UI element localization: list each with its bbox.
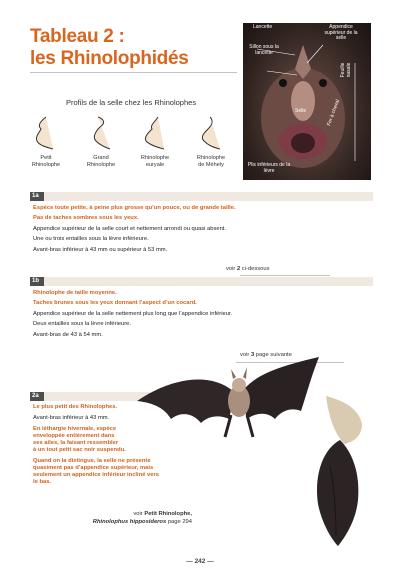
criterion-line: Deux entailles sous la lèvre inférieure. [33, 321, 131, 327]
section-1a-reference[interactable]: voir 2 ci-dessous [226, 266, 270, 272]
section-divider [240, 275, 330, 276]
profile-rhinolophe-de-mehely: Rhinolophe de Méhely [185, 115, 237, 169]
section-header [30, 192, 373, 201]
selle-profile-icon [140, 115, 170, 153]
label-appendice-superieur: Appendice supérieur de la selle [324, 24, 358, 41]
page-number: — 242 — [186, 558, 214, 565]
flying-bat-illustration [135, 353, 321, 453]
criterion-line: Avant-bras inférieur à 43 mm. [33, 415, 110, 421]
label-sillon: Sillon sous la lancette [249, 44, 279, 56]
label-selle: Selle [295, 108, 307, 114]
title-line-2: les Rhinolophidés [30, 48, 189, 69]
section-header [30, 277, 373, 286]
section-2a-body [33, 404, 159, 486]
key-section-2a [30, 392, 150, 401]
selle-profile-icon [31, 115, 61, 153]
page-title [30, 26, 189, 70]
section-tag: 1b [30, 277, 44, 286]
bat-face-photo [243, 23, 371, 180]
label-feuille-nasale: Feuille nasale [340, 62, 352, 78]
criterion-line: Espèce toute petite, à peine plus grosse qu’un pouce, ou de grande taille. [33, 204, 236, 211]
criterion-line: Avant-bras de 43 à 54 mm. [33, 331, 103, 338]
criterion-line: Appendice supérieur de la selle court et nettement arrondi ou quasi absent. [33, 225, 227, 232]
key-section-1b [30, 277, 373, 339]
selle-profile-icon [196, 115, 226, 153]
section-2a-reference[interactable]: voir Petit Rhinolophe, Rhinolophus hipposideros page 294 [92, 511, 192, 525]
section-tag: 2a [30, 392, 44, 401]
criterion-line: Appendice supérieur de la selle nettement plus long que l’appendice inférieur. [33, 310, 233, 317]
label-fer-a-cheval: Fer à cheval [326, 98, 342, 127]
hanging-bat-illustration [300, 396, 372, 548]
criterion-line: Une ou trois entailles sous la lèvre inférieure. [33, 236, 149, 242]
profile-grand-rhinolophe: Grand Rhinolophe [75, 115, 127, 169]
title-divider [30, 72, 237, 73]
profile-rhinolophe-euryale: Rhinolophe euryale [129, 115, 181, 169]
selle-profile-icon [86, 115, 116, 153]
title-line-1: Tableau 2 : [30, 26, 125, 47]
profile-petit-rhinolophe: Petit Rhinolophe [20, 115, 72, 169]
label-plis-inferieurs: Plis inférieurs de la lèvre [247, 162, 291, 174]
criterion-paragraph: Quand on la distingue, la selle ne présente quasiment pas d’appendice supérieur, mais seulement un appendice inférieur incliné vers le bas. [33, 458, 159, 485]
criterion-line: Avant-bras inférieur à 43 mm ou supérieur à 53 mm. [33, 246, 168, 253]
criterion-line: Pas de taches sombres sous les yeux. [33, 215, 139, 221]
section-header [30, 392, 150, 401]
key-section-1a [30, 192, 373, 254]
section-1b-reference[interactable]: voir 3 page suivante [240, 352, 292, 358]
section-tag: 1a [30, 192, 44, 201]
criterion-line: Rhinolophe de taille moyenne. [33, 289, 117, 296]
criterion-line: Taches brunes sous les yeux donnant l’aspect d’un cocard. [33, 300, 197, 306]
profiles-caption: Profils de la selle chez les Rhinolophes [66, 98, 197, 107]
criterion-line: Le plus petit des Rhinolophes. [33, 404, 118, 410]
criterion-paragraph: En léthargie hivernale, espèce enveloppée entièrement dans ses ailes, la faisant ressembler à un tout petit sac noir suspendu. [33, 426, 126, 453]
label-lancette: Lancette [253, 24, 273, 30]
